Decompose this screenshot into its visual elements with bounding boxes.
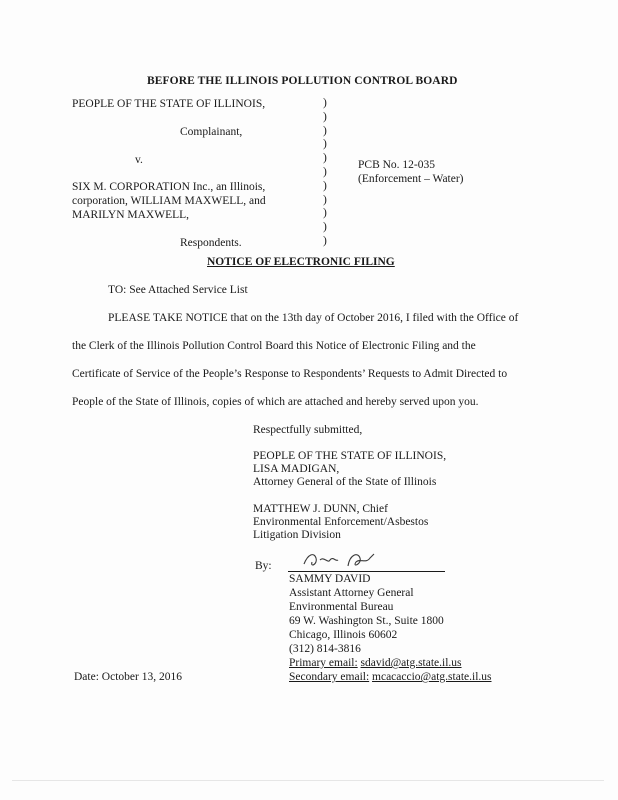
address-line-1: 69 W. Washington St., Suite 1800 xyxy=(289,615,444,627)
division-line-1: Environmental Enforcement/Asbestos xyxy=(253,516,429,528)
case-type: (Enforcement – Water) xyxy=(358,173,464,185)
respondents-label: Respondents. xyxy=(180,237,242,249)
filing-date: Date: October 13, 2016 xyxy=(74,671,182,683)
phone-number: (312) 814-3816 xyxy=(289,643,361,655)
paren: ) xyxy=(323,221,327,234)
paren: ) xyxy=(323,110,327,123)
paren: ) xyxy=(323,193,327,206)
primary-email-row xyxy=(289,657,462,670)
paren: ) xyxy=(323,124,327,137)
complainant-label: Complainant, xyxy=(180,126,243,138)
respondent-line-1: SIX M. CORPORATION Inc., an Illinois, xyxy=(72,181,266,193)
case-number: PCB No. 12-035 xyxy=(358,159,435,171)
signer-name: SAMMY DAVID xyxy=(289,573,371,585)
versus-label: v. xyxy=(135,154,143,166)
paren: ) xyxy=(323,152,327,165)
secondary-email-label: Secondary email: xyxy=(289,671,370,683)
respondent-line-3: MARILYN MAXWELL, xyxy=(72,209,190,221)
respondent-line-2: corporation, WILLIAM MAXWELL, and xyxy=(72,195,266,207)
notice-body-line-4: People of the State of Illinois, copies of which are attached and hereby served upon you. xyxy=(72,396,479,408)
paren: ) xyxy=(323,138,327,151)
primary-email-link[interactable]: sdavid@atg.state.il.us xyxy=(360,657,462,669)
attorney-general-name: LISA MADIGAN, xyxy=(253,463,340,475)
chief-name: MATTHEW J. DUNN, Chief xyxy=(253,503,388,515)
party-name: PEOPLE OF THE STATE OF ILLINOIS, xyxy=(253,450,447,462)
to-line: TO: See Attached Service List xyxy=(108,284,248,296)
signature-line xyxy=(288,571,445,572)
caption-parentheses xyxy=(323,97,333,249)
bureau: Environmental Bureau xyxy=(289,601,394,613)
secondary-email-row xyxy=(289,671,492,684)
notice-body-line-2: the Clerk of the Illinois Pollution Control Board this Notice of Electronic Filing and the xyxy=(72,340,476,352)
closing: Respectfully submitted, xyxy=(253,424,363,436)
division-line-2: Litigation Division xyxy=(253,529,341,541)
paren: ) xyxy=(323,234,327,247)
address-line-2: Chicago, Illinois 60602 xyxy=(289,629,398,641)
board-title: BEFORE THE ILLINOIS POLLUTION CONTROL BOARD xyxy=(147,75,458,87)
paren: ) xyxy=(323,179,327,192)
notice-body-line-3: Certificate of Service of the People’s Response to Respondents’ Requests to Admit Directed to xyxy=(72,368,508,380)
primary-email-label: Primary email: xyxy=(289,657,358,669)
page-bottom-rule xyxy=(12,780,604,781)
secondary-email-link[interactable]: mcacaccio@atg.state.il.us xyxy=(372,671,492,683)
paren: ) xyxy=(323,207,327,220)
signer-title: Assistant Attorney General xyxy=(289,587,414,599)
paren: ) xyxy=(323,97,327,109)
paren: ) xyxy=(323,165,327,178)
notice-body-line-1: PLEASE TAKE NOTICE that on the 13th day of October 2016, I filed with the Office of xyxy=(108,312,519,324)
notice-heading: NOTICE OF ELECTRONIC FILING xyxy=(207,256,395,268)
attorney-general-title: Attorney General of the State of Illinois xyxy=(253,476,437,488)
plaintiff-name: PEOPLE OF THE STATE OF ILLINOIS, xyxy=(72,98,266,110)
by-label: By: xyxy=(255,560,272,572)
